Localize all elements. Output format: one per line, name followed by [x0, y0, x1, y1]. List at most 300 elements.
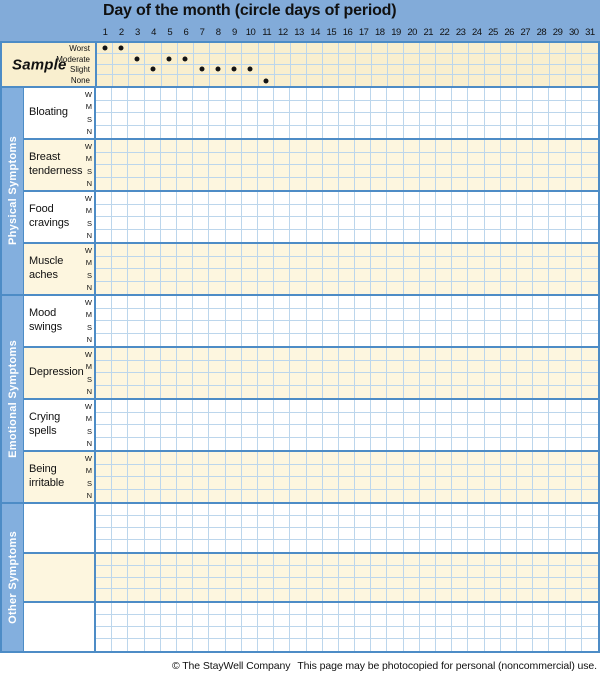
- sample-cell[interactable]: [550, 43, 566, 54]
- symptom-cell[interactable]: [533, 140, 549, 153]
- symptom-cell[interactable]: [339, 438, 355, 451]
- symptom-cell[interactable]: [177, 244, 193, 257]
- symptom-cell[interactable]: [566, 309, 582, 322]
- symptom-cell[interactable]: [145, 386, 161, 399]
- symptom-cell[interactable]: [323, 361, 339, 374]
- symptom-cell[interactable]: [177, 257, 193, 270]
- symptom-cell[interactable]: [355, 627, 371, 639]
- symptom-cell[interactable]: [193, 126, 209, 139]
- symptom-cell[interactable]: [582, 205, 598, 218]
- symptom-cell[interactable]: [290, 566, 306, 578]
- symptom-cell[interactable]: [145, 540, 161, 552]
- symptom-cell[interactable]: [355, 504, 371, 516]
- symptom-cell[interactable]: [501, 627, 517, 639]
- symptom-cell[interactable]: [468, 334, 484, 347]
- symptom-cell[interactable]: [566, 452, 582, 465]
- sample-cell[interactable]: [178, 75, 194, 86]
- symptom-cell[interactable]: [404, 386, 420, 399]
- sample-cell[interactable]: [533, 75, 549, 86]
- symptom-cell[interactable]: [485, 296, 501, 309]
- symptom-cell[interactable]: [323, 348, 339, 361]
- symptom-cell[interactable]: [582, 348, 598, 361]
- symptom-cell[interactable]: [387, 504, 403, 516]
- symptom-cell[interactable]: [420, 321, 436, 334]
- symptom-cell[interactable]: [112, 88, 128, 101]
- symptom-cell[interactable]: [209, 348, 225, 361]
- symptom-cell[interactable]: [420, 400, 436, 413]
- symptom-cell[interactable]: [501, 516, 517, 528]
- symptom-cell[interactable]: [258, 373, 274, 386]
- symptom-cell[interactable]: [128, 413, 144, 426]
- symptom-cell[interactable]: [517, 425, 533, 438]
- symptom-cell[interactable]: [226, 348, 242, 361]
- symptom-cell[interactable]: [533, 361, 549, 374]
- symptom-cell[interactable]: [582, 269, 598, 282]
- symptom-cell[interactable]: [420, 140, 436, 153]
- symptom-cell[interactable]: [323, 88, 339, 101]
- symptom-cell[interactable]: [112, 244, 128, 257]
- symptom-cell[interactable]: [452, 516, 468, 528]
- symptom-cell[interactable]: [307, 425, 323, 438]
- symptom-cell[interactable]: [96, 101, 112, 114]
- symptom-cell[interactable]: [485, 452, 501, 465]
- sample-cell[interactable]: [453, 75, 469, 86]
- symptom-cell[interactable]: [517, 516, 533, 528]
- symptom-cell[interactable]: [209, 309, 225, 322]
- symptom-cell[interactable]: [387, 165, 403, 178]
- symptom-cell[interactable]: [274, 373, 290, 386]
- symptom-cell[interactable]: [452, 452, 468, 465]
- sample-cell[interactable]: [113, 43, 129, 54]
- symptom-cell[interactable]: [145, 192, 161, 205]
- sample-cell[interactable]: [436, 54, 452, 65]
- sample-cell[interactable]: [485, 75, 501, 86]
- symptom-cell[interactable]: [112, 386, 128, 399]
- symptom-cell[interactable]: [485, 603, 501, 615]
- symptom-cell[interactable]: [517, 452, 533, 465]
- symptom-cell[interactable]: [549, 373, 565, 386]
- symptom-cell[interactable]: [533, 452, 549, 465]
- symptom-cell[interactable]: [420, 477, 436, 490]
- symptom-cell[interactable]: [274, 477, 290, 490]
- symptom-cell[interactable]: [274, 217, 290, 230]
- symptom-cell[interactable]: [387, 244, 403, 257]
- symptom-cell[interactable]: [468, 217, 484, 230]
- symptom-cell[interactable]: [128, 257, 144, 270]
- symptom-cell[interactable]: [566, 321, 582, 334]
- symptom-cell[interactable]: [177, 578, 193, 590]
- symptom-cell[interactable]: [290, 230, 306, 243]
- symptom-cell[interactable]: [485, 257, 501, 270]
- symptom-cell[interactable]: [566, 516, 582, 528]
- symptom-cell[interactable]: [96, 413, 112, 426]
- symptom-cell[interactable]: [452, 309, 468, 322]
- symptom-cell[interactable]: [128, 578, 144, 590]
- symptom-cell[interactable]: [274, 140, 290, 153]
- symptom-cell[interactable]: [226, 425, 242, 438]
- symptom-cell[interactable]: [177, 504, 193, 516]
- symptom-cell[interactable]: [404, 578, 420, 590]
- symptom-cell[interactable]: [258, 477, 274, 490]
- symptom-cell[interactable]: [468, 504, 484, 516]
- symptom-cell[interactable]: [226, 113, 242, 126]
- symptom-cell[interactable]: [387, 230, 403, 243]
- symptom-cell[interactable]: [355, 321, 371, 334]
- symptom-cell[interactable]: [209, 589, 225, 601]
- sample-cell[interactable]: [210, 43, 226, 54]
- symptom-cell[interactable]: [355, 438, 371, 451]
- symptom-cell[interactable]: [112, 413, 128, 426]
- symptom-cell[interactable]: [404, 425, 420, 438]
- symptom-cell[interactable]: [404, 165, 420, 178]
- sample-cell[interactable]: [145, 75, 161, 86]
- symptom-cell[interactable]: [339, 589, 355, 601]
- symptom-cell[interactable]: [452, 113, 468, 126]
- symptom-cell[interactable]: [193, 386, 209, 399]
- symptom-cell[interactable]: [339, 257, 355, 270]
- symptom-cell[interactable]: [582, 140, 598, 153]
- sample-cell[interactable]: [388, 43, 404, 54]
- sample-cell[interactable]: [566, 75, 582, 86]
- sample-cell[interactable]: [388, 75, 404, 86]
- symptom-cell[interactable]: [371, 282, 387, 295]
- symptom-cell[interactable]: [517, 269, 533, 282]
- sample-cell[interactable]: [485, 65, 501, 76]
- symptom-cell[interactable]: [501, 386, 517, 399]
- sample-cell[interactable]: [420, 65, 436, 76]
- symptom-cell[interactable]: [112, 540, 128, 552]
- symptom-cell[interactable]: [517, 578, 533, 590]
- symptom-cell[interactable]: [436, 566, 452, 578]
- symptom-cell[interactable]: [339, 165, 355, 178]
- symptom-cell[interactable]: [420, 113, 436, 126]
- symptom-cell[interactable]: [145, 244, 161, 257]
- symptom-cell[interactable]: [582, 101, 598, 114]
- symptom-cell[interactable]: [404, 282, 420, 295]
- symptom-cell[interactable]: [468, 528, 484, 540]
- symptom-cell[interactable]: [112, 205, 128, 218]
- symptom-cell[interactable]: [177, 566, 193, 578]
- symptom-cell[interactable]: [501, 425, 517, 438]
- symptom-cell[interactable]: [161, 373, 177, 386]
- symptom-cell[interactable]: [307, 639, 323, 651]
- symptom-cell[interactable]: [355, 554, 371, 566]
- symptom-cell[interactable]: [209, 438, 225, 451]
- symptom-cell[interactable]: [226, 244, 242, 257]
- symptom-cell[interactable]: [436, 516, 452, 528]
- symptom-cell[interactable]: [517, 438, 533, 451]
- sample-cell[interactable]: [501, 43, 517, 54]
- symptom-cell[interactable]: [582, 465, 598, 478]
- symptom-cell[interactable]: [209, 334, 225, 347]
- symptom-cell[interactable]: [436, 477, 452, 490]
- symptom-cell[interactable]: [517, 153, 533, 166]
- symptom-cell[interactable]: [161, 153, 177, 166]
- symptom-cell[interactable]: [177, 589, 193, 601]
- symptom-cell[interactable]: [96, 309, 112, 322]
- symptom-cell[interactable]: [112, 425, 128, 438]
- symptom-cell[interactable]: [549, 153, 565, 166]
- sample-cell[interactable]: [307, 65, 323, 76]
- symptom-cell[interactable]: [452, 540, 468, 552]
- symptom-cell[interactable]: [112, 334, 128, 347]
- symptom-cell[interactable]: [485, 269, 501, 282]
- symptom-cell[interactable]: [566, 269, 582, 282]
- symptom-cell[interactable]: [420, 490, 436, 503]
- symptom-cell[interactable]: [436, 589, 452, 601]
- symptom-cell[interactable]: [404, 140, 420, 153]
- symptom-cell[interactable]: [501, 178, 517, 191]
- symptom-cell[interactable]: [339, 615, 355, 627]
- symptom-cell[interactable]: [420, 589, 436, 601]
- symptom-cell[interactable]: [566, 465, 582, 478]
- symptom-cell[interactable]: [339, 452, 355, 465]
- symptom-cell[interactable]: [566, 153, 582, 166]
- symptom-cell[interactable]: [274, 639, 290, 651]
- symptom-cell[interactable]: [339, 425, 355, 438]
- symptom-cell[interactable]: [96, 425, 112, 438]
- symptom-cell[interactable]: [226, 230, 242, 243]
- symptom-cell[interactable]: [193, 425, 209, 438]
- symptom-cell[interactable]: [371, 244, 387, 257]
- sample-cell[interactable]: [339, 75, 355, 86]
- symptom-cell[interactable]: [193, 554, 209, 566]
- symptom-cell[interactable]: [533, 566, 549, 578]
- symptom-cell[interactable]: [161, 465, 177, 478]
- sample-cell[interactable]: [145, 65, 161, 76]
- symptom-cell[interactable]: [436, 230, 452, 243]
- symptom-cell[interactable]: [193, 438, 209, 451]
- symptom-cell[interactable]: [501, 282, 517, 295]
- symptom-cell[interactable]: [112, 490, 128, 503]
- symptom-cell[interactable]: [274, 126, 290, 139]
- symptom-cell[interactable]: [177, 540, 193, 552]
- symptom-cell[interactable]: [307, 603, 323, 615]
- symptom-cell[interactable]: [387, 554, 403, 566]
- symptom-cell[interactable]: [128, 140, 144, 153]
- symptom-cell[interactable]: [274, 230, 290, 243]
- symptom-cell[interactable]: [209, 257, 225, 270]
- symptom-cell[interactable]: [582, 178, 598, 191]
- symptom-cell[interactable]: [274, 282, 290, 295]
- symptom-cell[interactable]: [226, 386, 242, 399]
- symptom-cell[interactable]: [468, 477, 484, 490]
- sample-cell[interactable]: [242, 54, 258, 65]
- symptom-cell[interactable]: [193, 627, 209, 639]
- symptom-cell[interactable]: [226, 639, 242, 651]
- symptom-cell[interactable]: [323, 373, 339, 386]
- symptom-cell[interactable]: [290, 205, 306, 218]
- symptom-cell[interactable]: [339, 528, 355, 540]
- symptom-cell[interactable]: [355, 615, 371, 627]
- symptom-cell[interactable]: [436, 244, 452, 257]
- symptom-cell[interactable]: [193, 230, 209, 243]
- symptom-cell[interactable]: [290, 244, 306, 257]
- symptom-cell[interactable]: [582, 438, 598, 451]
- symptom-cell[interactable]: [242, 627, 258, 639]
- sample-cell[interactable]: [388, 54, 404, 65]
- symptom-cell[interactable]: [566, 615, 582, 627]
- symptom-cell[interactable]: [193, 140, 209, 153]
- symptom-cell[interactable]: [290, 296, 306, 309]
- symptom-cell[interactable]: [436, 192, 452, 205]
- symptom-cell[interactable]: [420, 126, 436, 139]
- symptom-cell[interactable]: [274, 425, 290, 438]
- symptom-cell[interactable]: [566, 627, 582, 639]
- symptom-cell[interactable]: [242, 321, 258, 334]
- sample-cell[interactable]: [356, 43, 372, 54]
- symptom-cell[interactable]: [209, 627, 225, 639]
- symptom-cell[interactable]: [371, 490, 387, 503]
- symptom-cell[interactable]: [566, 348, 582, 361]
- symptom-cell[interactable]: [242, 230, 258, 243]
- symptom-cell[interactable]: [193, 578, 209, 590]
- symptom-cell[interactable]: [355, 230, 371, 243]
- symptom-cell[interactable]: [485, 400, 501, 413]
- symptom-cell[interactable]: [290, 140, 306, 153]
- symptom-cell[interactable]: [566, 554, 582, 566]
- sample-cell[interactable]: [469, 54, 485, 65]
- symptom-cell[interactable]: [485, 178, 501, 191]
- symptom-cell[interactable]: [112, 321, 128, 334]
- symptom-cell[interactable]: [258, 178, 274, 191]
- symptom-cell[interactable]: [290, 282, 306, 295]
- symptom-cell[interactable]: [145, 230, 161, 243]
- symptom-cell[interactable]: [177, 425, 193, 438]
- symptom-cell[interactable]: [242, 465, 258, 478]
- symptom-cell[interactable]: [355, 282, 371, 295]
- symptom-cell[interactable]: [387, 566, 403, 578]
- symptom-cell[interactable]: [582, 516, 598, 528]
- symptom-cell[interactable]: [533, 165, 549, 178]
- symptom-cell[interactable]: [420, 373, 436, 386]
- symptom-cell[interactable]: [582, 603, 598, 615]
- symptom-cell[interactable]: [112, 217, 128, 230]
- symptom-cell[interactable]: [501, 217, 517, 230]
- symptom-cell[interactable]: [323, 566, 339, 578]
- symptom-cell[interactable]: [371, 400, 387, 413]
- symptom-cell[interactable]: [549, 113, 565, 126]
- symptom-cell[interactable]: [566, 589, 582, 601]
- symptom-cell[interactable]: [452, 101, 468, 114]
- symptom-cell[interactable]: [226, 88, 242, 101]
- symptom-cell[interactable]: [566, 386, 582, 399]
- symptom-cell[interactable]: [517, 217, 533, 230]
- symptom-cell[interactable]: [96, 269, 112, 282]
- symptom-cell[interactable]: [339, 140, 355, 153]
- symptom-cell[interactable]: [339, 554, 355, 566]
- symptom-cell[interactable]: [566, 244, 582, 257]
- symptom-cell[interactable]: [274, 178, 290, 191]
- symptom-cell[interactable]: [452, 334, 468, 347]
- symptom-cell[interactable]: [177, 165, 193, 178]
- symptom-cell[interactable]: [533, 88, 549, 101]
- symptom-cell[interactable]: [96, 465, 112, 478]
- symptom-cell[interactable]: [517, 627, 533, 639]
- symptom-cell[interactable]: [436, 554, 452, 566]
- symptom-cell[interactable]: [549, 554, 565, 566]
- symptom-cell[interactable]: [161, 578, 177, 590]
- symptom-cell[interactable]: [549, 205, 565, 218]
- symptom-cell[interactable]: [161, 113, 177, 126]
- symptom-cell[interactable]: [161, 88, 177, 101]
- symptom-cell[interactable]: [452, 361, 468, 374]
- sample-cell[interactable]: [550, 75, 566, 86]
- symptom-cell[interactable]: [533, 438, 549, 451]
- symptom-cell[interactable]: [274, 192, 290, 205]
- symptom-cell[interactable]: [371, 578, 387, 590]
- symptom-cell[interactable]: [371, 101, 387, 114]
- symptom-cell[interactable]: [533, 477, 549, 490]
- symptom-cell[interactable]: [533, 178, 549, 191]
- symptom-cell[interactable]: [128, 348, 144, 361]
- symptom-cell[interactable]: [209, 490, 225, 503]
- symptom-cell[interactable]: [452, 257, 468, 270]
- symptom-cell[interactable]: [436, 309, 452, 322]
- symptom-cell[interactable]: [145, 282, 161, 295]
- symptom-cell[interactable]: [468, 589, 484, 601]
- symptom-cell[interactable]: [371, 540, 387, 552]
- symptom-cell[interactable]: [226, 126, 242, 139]
- symptom-cell[interactable]: [242, 361, 258, 374]
- symptom-cell[interactable]: [436, 282, 452, 295]
- symptom-cell[interactable]: [468, 126, 484, 139]
- symptom-cell[interactable]: [226, 452, 242, 465]
- symptom-cell[interactable]: [582, 126, 598, 139]
- symptom-cell[interactable]: [112, 627, 128, 639]
- symptom-cell[interactable]: [112, 373, 128, 386]
- symptom-cell[interactable]: [436, 257, 452, 270]
- symptom-cell[interactable]: [307, 400, 323, 413]
- symptom-cell[interactable]: [161, 269, 177, 282]
- symptom-cell[interactable]: [177, 373, 193, 386]
- symptom-cell[interactable]: [501, 361, 517, 374]
- symptom-cell[interactable]: [307, 88, 323, 101]
- symptom-cell[interactable]: [177, 477, 193, 490]
- symptom-cell[interactable]: [193, 373, 209, 386]
- symptom-cell[interactable]: [549, 578, 565, 590]
- symptom-cell[interactable]: [307, 373, 323, 386]
- symptom-cell[interactable]: [177, 88, 193, 101]
- symptom-cell[interactable]: [485, 192, 501, 205]
- symptom-cell[interactable]: [501, 192, 517, 205]
- symptom-cell[interactable]: [436, 627, 452, 639]
- symptom-cell[interactable]: [145, 101, 161, 114]
- symptom-cell[interactable]: [290, 627, 306, 639]
- symptom-cell[interactable]: [307, 452, 323, 465]
- symptom-cell[interactable]: [371, 413, 387, 426]
- symptom-cell[interactable]: [485, 639, 501, 651]
- symptom-cell[interactable]: [209, 321, 225, 334]
- symptom-cell[interactable]: [209, 578, 225, 590]
- symptom-cell[interactable]: [517, 361, 533, 374]
- symptom-cell[interactable]: [128, 230, 144, 243]
- symptom-cell[interactable]: [436, 361, 452, 374]
- symptom-cell[interactable]: [468, 101, 484, 114]
- symptom-cell[interactable]: [452, 153, 468, 166]
- symptom-cell[interactable]: [485, 321, 501, 334]
- symptom-cell[interactable]: [420, 153, 436, 166]
- sample-cell[interactable]: [307, 54, 323, 65]
- sample-cell[interactable]: [420, 43, 436, 54]
- symptom-cell[interactable]: [420, 348, 436, 361]
- symptom-cell[interactable]: [371, 452, 387, 465]
- symptom-cell[interactable]: [436, 269, 452, 282]
- sample-cell[interactable]: [566, 54, 582, 65]
- sample-cell[interactable]: [372, 75, 388, 86]
- symptom-cell[interactable]: [128, 178, 144, 191]
- symptom-cell[interactable]: [323, 516, 339, 528]
